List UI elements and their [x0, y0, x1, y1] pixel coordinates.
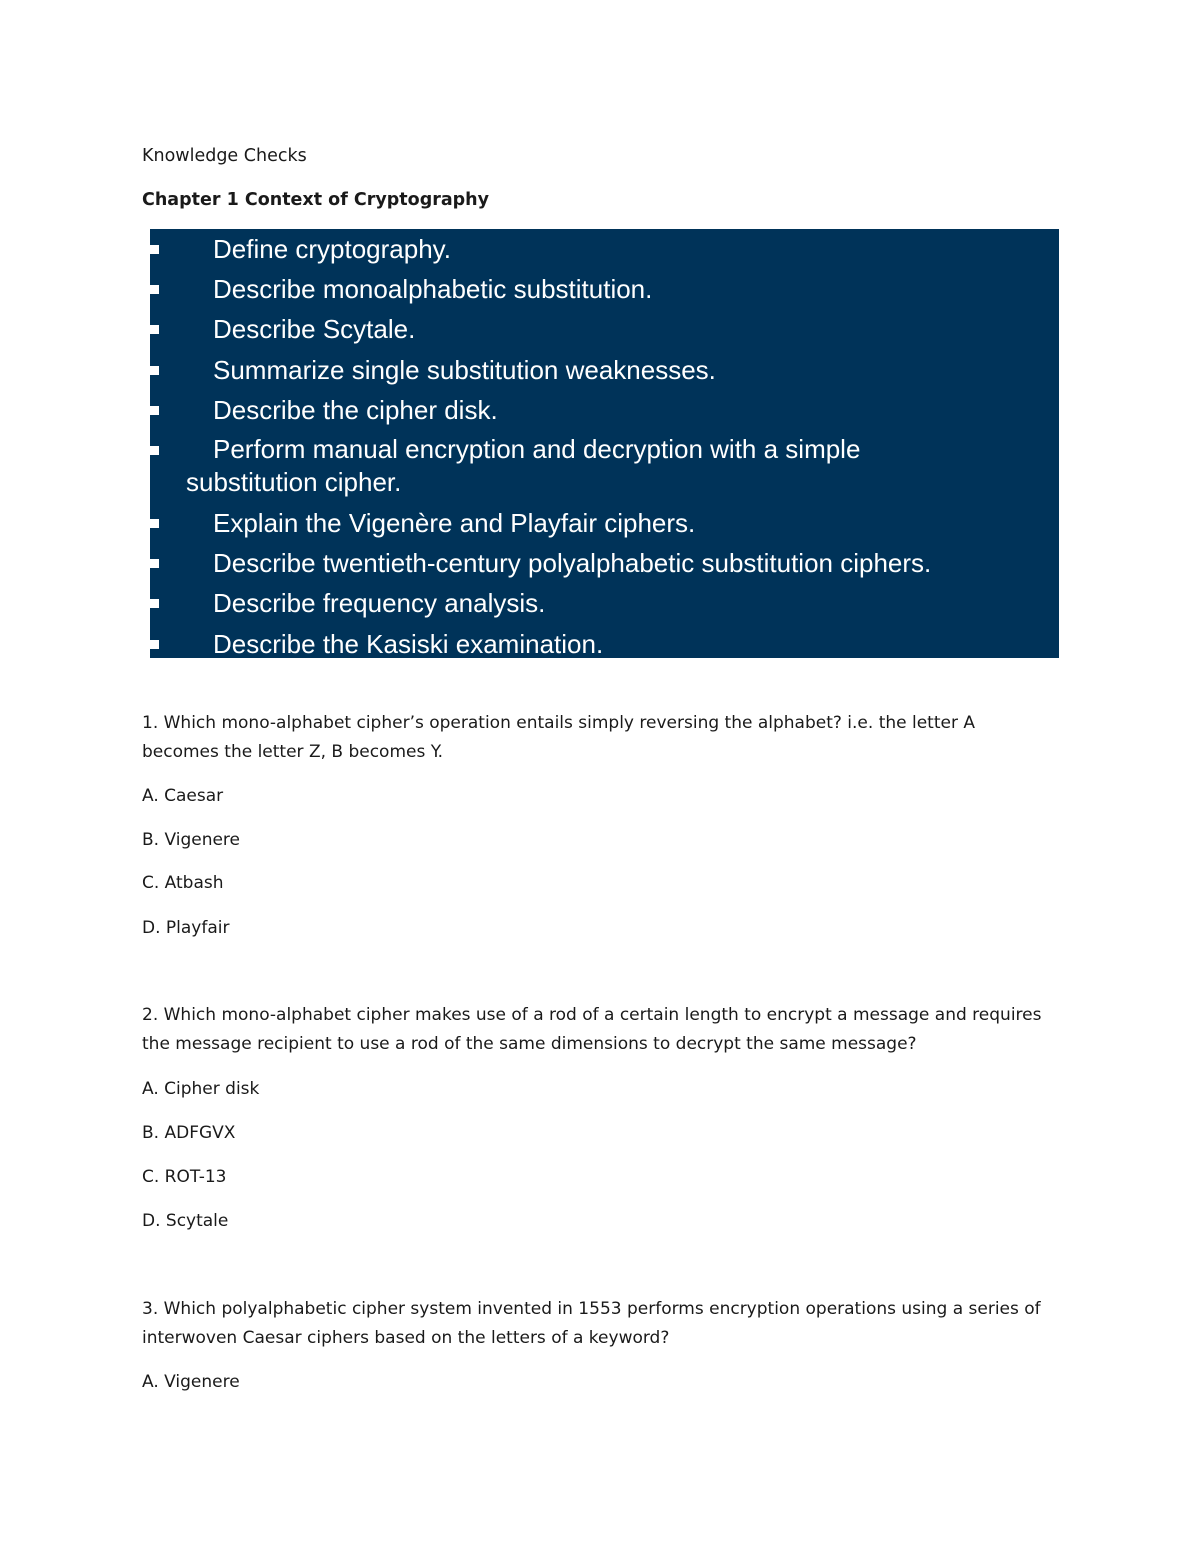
chapter-title: Chapter 1 Context of Cryptography [142, 190, 490, 210]
objective-item [150, 229, 1059, 269]
objective-item [150, 543, 1059, 583]
question-2-option-b: B. ADFGVX [142, 1123, 236, 1143]
question-2-text [142, 1001, 1072, 1059]
question-1-text [142, 709, 1072, 767]
objective-item [150, 583, 1059, 623]
question-2-option-d: D. Scytale [142, 1211, 229, 1231]
square-bullet-icon [150, 543, 162, 583]
objective-text: Describe frequency analysis. [213, 588, 546, 619]
square-bullet-icon [150, 583, 162, 623]
objective-item [150, 624, 1059, 664]
square-bullet-icon [150, 503, 162, 543]
question-1-option-d: D. Playfair [142, 918, 230, 938]
question-1-option-b: B. Vigenere [142, 830, 241, 850]
objective-text [150, 430, 933, 503]
question-1-option-c: C. Atbash [142, 873, 224, 893]
question-2-option-c: C. ROT-13 [142, 1167, 227, 1187]
square-bullet-icon [150, 430, 162, 470]
objective-item [150, 390, 1059, 430]
question-line: interwoven Caesar ciphers based on the letters of a keyword? [142, 1328, 670, 1348]
square-bullet-icon [150, 390, 162, 430]
square-bullet-icon [150, 269, 162, 309]
learning-objectives-box [150, 229, 1059, 658]
question-3-option-a: A. Vigenere [142, 1372, 240, 1392]
objective-text-line2: substitution cipher. [186, 467, 402, 498]
objective-item [150, 309, 1059, 349]
question-3-text [142, 1295, 1072, 1353]
objective-text: Describe monoalphabetic substitution. [213, 274, 653, 305]
objective-text: Summarize single substitution weaknesses. [213, 354, 716, 385]
objective-item [150, 269, 1059, 309]
question-1-option-a: A. Caesar [142, 786, 224, 806]
square-bullet-icon [150, 624, 162, 664]
objective-text: Explain the Vigenère and Playfair ciphers. [213, 508, 696, 539]
square-bullet-icon [150, 350, 162, 390]
question-2-option-a: A. Cipher disk [142, 1079, 260, 1099]
question-line: becomes the letter Z, B becomes Y. [142, 742, 444, 762]
square-bullet-icon [150, 309, 162, 349]
square-bullet-icon [150, 229, 162, 269]
objective-text: Describe the cipher disk. [213, 394, 498, 425]
objective-text: Describe the Kasiski examination. [213, 628, 604, 659]
question-line: 2. Which mono-alphabet cipher makes use of a rod of a certain length to encrypt a message and requires [142, 1005, 1042, 1025]
question-line: 1. Which mono-alphabet cipher’s operation entails simply reversing the alphabet? i.e. the letter A [142, 713, 975, 733]
objective-text: Describe Scytale. [213, 314, 416, 345]
objective-item [150, 430, 1059, 503]
question-line: the message recipient to use a rod of the same dimensions to decrypt the same message? [142, 1034, 917, 1054]
document-title: Knowledge Checks [142, 146, 307, 166]
objective-text: Define cryptography. [213, 234, 451, 264]
objective-item [150, 503, 1059, 543]
question-line: 3. Which polyalphabetic cipher system invented in 1553 performs encryption operations using a series of [142, 1299, 1041, 1319]
objective-text-line1: Perform manual encryption and decryption with a simple [213, 434, 861, 465]
objective-text: Describe twentieth-century polyalphabetic substitution ciphers. [213, 548, 932, 579]
objective-item [150, 350, 1059, 390]
